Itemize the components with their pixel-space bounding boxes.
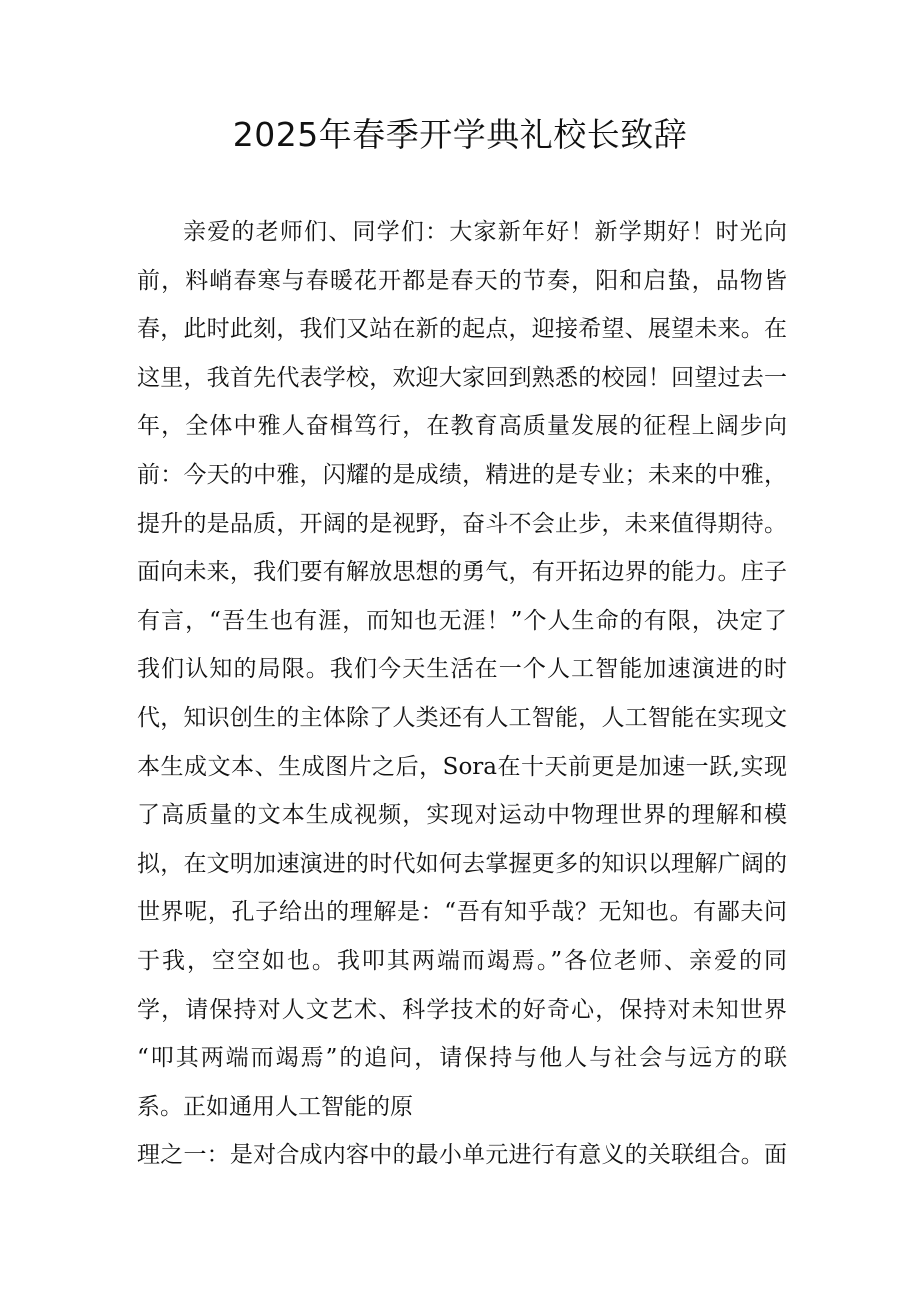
paragraph-line: 提升的是品质，开阔的是视野，奋斗不会止步，未来值得期待。: [137, 510, 787, 537]
paragraph-line: 于我，空空如也。我叩其两端而竭焉。”各位老师、亲爱的同: [137, 947, 787, 974]
paragraph-line: 前：今天的中雅，闪耀的是成绩，精进的是专业；未来的中雅，: [137, 461, 787, 488]
document-body: [137, 208, 787, 1180]
paragraph-line: 年，全体中雅人奋楫笃行，在教育高质量发展的征程上阔步向: [137, 413, 787, 440]
paragraph-line: 世界呢，孔子给出的理解是：“吾有知乎哉？无知也。有鄙夫问: [137, 899, 787, 926]
paragraph-line: 学，请保持对人文艺术、科学技术的好奇心，保持对未知世界: [137, 996, 787, 1023]
paragraph-line: 这里，我首先代表学校，欢迎大家回到熟悉的校园！回望过去一: [137, 364, 787, 391]
paragraph-line: “叩其两端而竭焉”的追问，请保持与他人与社会与远方的联: [137, 1045, 787, 1072]
paragraph-line: 系。正如通用人工智能的原: [137, 1093, 413, 1120]
paragraph-line: 有言，“吾生也有涯，而知也无涯！”个人生命的有限，决定了: [137, 607, 787, 634]
paragraph-line: 春，此时此刻，我们又站在新的起点，迎接希望、展望未来。在: [137, 316, 787, 343]
paragraph-line: 了高质量的文本生成视频，实现对运动中物理世界的理解和模: [137, 802, 787, 829]
paragraph-line: 理之一：是对合成内容中的最小单元进行有意义的关联组合。面: [137, 1142, 787, 1169]
paragraph-line: 拟，在文明加速演进的时代如何去掌握更多的知识以理解广阔的: [137, 850, 787, 877]
paragraph-line: 本生成文本、生成图片之后，Sora在十天前更是加速一跃,实现: [137, 753, 787, 780]
paragraph-line: 代，知识创生的主体除了人类还有人工智能，人工智能在实现文: [137, 704, 787, 731]
paragraph-line: 面向未来，我们要有解放思想的勇气，有开拓边界的能力。庄子: [137, 559, 787, 586]
document-title: 2025年春季开学典礼校长致辞: [232, 115, 688, 154]
paragraph-line: 前，料峭春寒与春暖花开都是春天的节奏，阳和启蛰，品物皆: [137, 267, 787, 294]
paragraph-line: 亲爱的老师们、同学们：大家新年好！新学期好！时光向: [183, 219, 787, 245]
paragraph-line: 我们认知的局限。我们今天生活在一个人工智能加速演进的时: [137, 656, 787, 683]
